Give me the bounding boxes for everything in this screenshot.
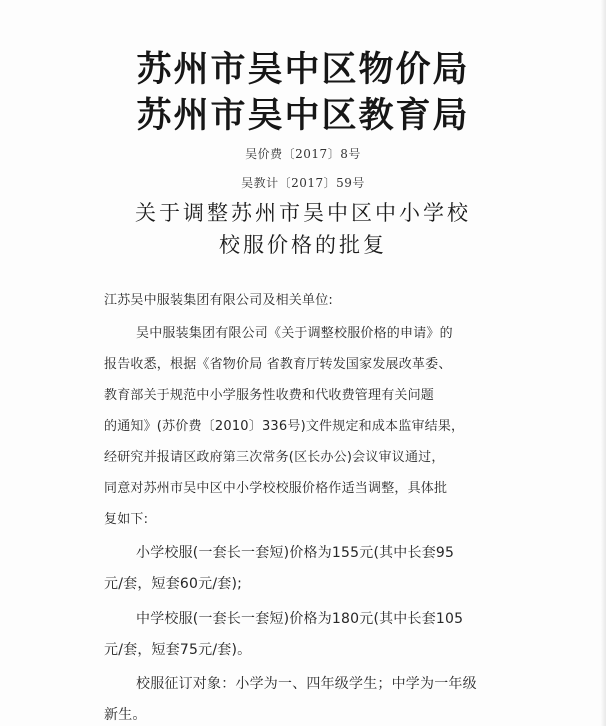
body-paragraph-line: 教育部关于规范中小学服务性收费和代收费管理有关问题 [104,388,435,403]
issuing-org-line-2: 苏州市吴中区教育局 [136,95,470,136]
body-paragraph-line: 的通知》(苏价费〔2010〕336号)文件规定和成本监审结果， [104,419,465,434]
price-item-primary: 小学校服(一套长一套短)价格为155元(其中长套95 [136,545,455,561]
body-paragraph-line: 吴中服装集团有限公司《关于调整校服价格的申请》的 [136,326,453,341]
body-paragraph-line: 报告收悉，根据《省物价局 省教育厅转发国家发展改革委、 [104,357,452,372]
body-paragraph-line: 经研究并报请区政府第三次常务(区长办公)会议审议通过， [104,450,445,465]
price-item-secondary: 中学校服(一套长一套短)价格为180元(其中长套105 [136,611,464,627]
addressee: 江苏吴中服装集团有限公司及相关单位: [104,293,333,308]
document-number-2: 吴教计〔2017〕59号 [241,176,365,190]
document-number-1: 吴价费〔2017〕8号 [245,147,361,161]
body-paragraph-line: 复如下: [104,512,149,527]
document-title-line-1: 关于调整苏州市吴中区中小学校 [135,201,471,225]
price-item-primary-cont: 元/套，短套60元/套); [104,576,243,592]
issuing-org-line-1: 苏州市吴中区物价局 [136,49,470,90]
body-paragraph-line: 同意对苏州市吴中区中小学校校服价格作适当调整，具体批 [104,481,448,496]
price-item-secondary-cont: 元/套，短套75元/套)。 [104,642,252,658]
target-students-cont: 新生。 [104,707,147,723]
document-title-line-2: 校服价格的批复 [219,233,387,257]
target-students: 校服征订对象：小学为一、四年级学生；中学为一年级 [136,676,477,692]
